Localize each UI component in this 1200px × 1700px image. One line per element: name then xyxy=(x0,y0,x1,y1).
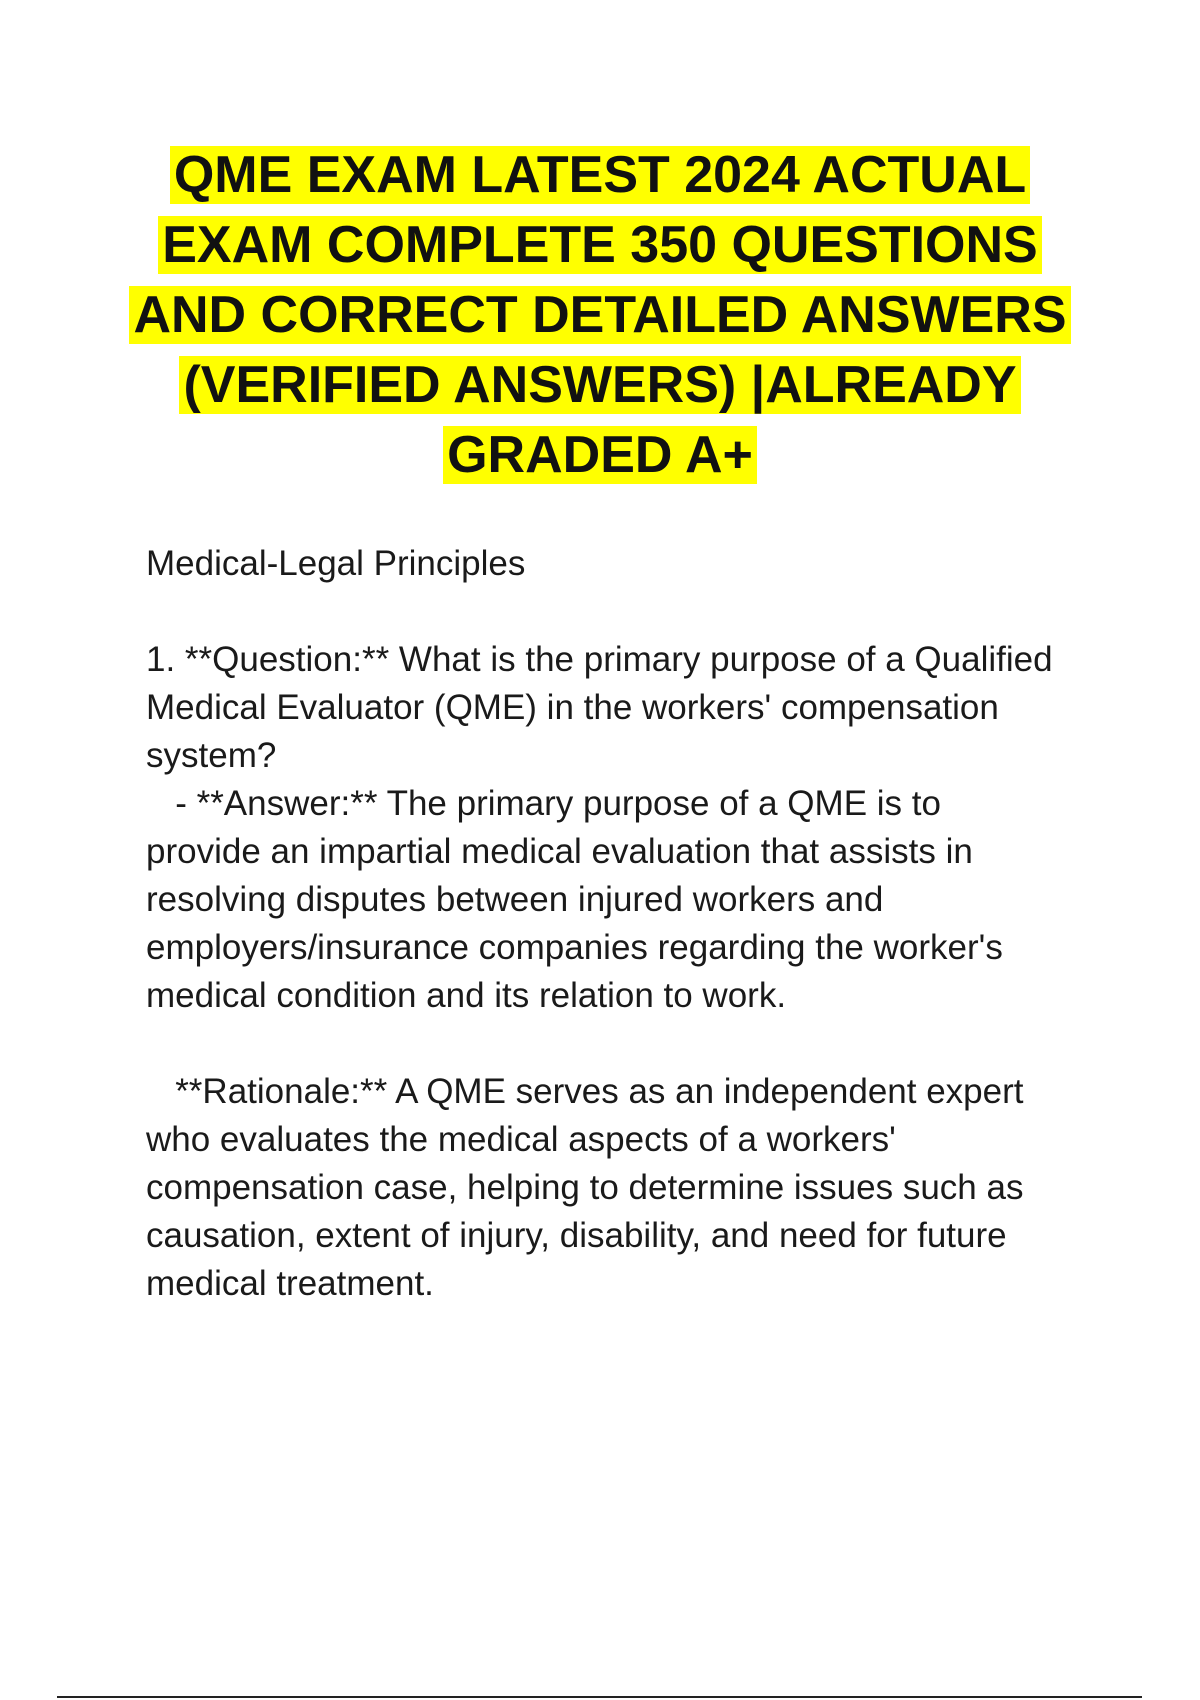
answer-line: - **Answer:** The primary purpose of a QME is to xyxy=(146,784,941,823)
document-body xyxy=(146,540,1106,1308)
answer-line: resolving disputes between injured workers and xyxy=(146,880,884,919)
rationale-line: **Rationale:** A QME serves as an independent expert xyxy=(146,1072,1024,1111)
question-line: system? xyxy=(146,736,277,775)
answer-line: medical condition and its relation to work. xyxy=(146,976,787,1015)
answer-line: provide an impartial medical evaluation that assists in xyxy=(146,832,973,871)
spacer xyxy=(146,1020,1106,1068)
title-line xyxy=(443,420,757,490)
document-title xyxy=(100,140,1100,490)
title-line-text: (VERIFIED ANSWERS) |ALREADY xyxy=(179,356,1020,414)
rationale-line: who evaluates the medical aspects of a workers' xyxy=(146,1120,896,1159)
rationale-line: causation, extent of injury, disability, and need for future xyxy=(146,1216,1007,1255)
title-line-text: GRADED A+ xyxy=(443,426,757,484)
title-line xyxy=(129,280,1070,350)
title-line xyxy=(179,350,1020,420)
question-line: 1. **Question:** What is the primary purpose of a Qualified xyxy=(146,640,1053,679)
title-line xyxy=(170,140,1030,210)
answer-line: employers/insurance companies regarding the worker's xyxy=(146,928,1003,967)
title-line xyxy=(158,210,1042,280)
title-line-text: AND CORRECT DETAILED ANSWERS xyxy=(129,286,1070,344)
rationale-line: medical treatment. xyxy=(146,1264,434,1303)
rationale-block xyxy=(146,1068,1106,1308)
page-bottom-rule xyxy=(57,1696,1142,1698)
question-block xyxy=(146,636,1106,780)
answer-block xyxy=(146,780,1106,1020)
spacer xyxy=(146,588,1106,636)
title-line-text: EXAM COMPLETE 350 QUESTIONS xyxy=(158,216,1042,274)
section-heading: Medical-Legal Principles xyxy=(146,544,526,583)
rationale-line: compensation case, helping to determine issues such as xyxy=(146,1168,1024,1207)
question-line: Medical Evaluator (QME) in the workers' compensation xyxy=(146,688,999,727)
title-line-text: QME EXAM LATEST 2024 ACTUAL xyxy=(170,146,1030,204)
